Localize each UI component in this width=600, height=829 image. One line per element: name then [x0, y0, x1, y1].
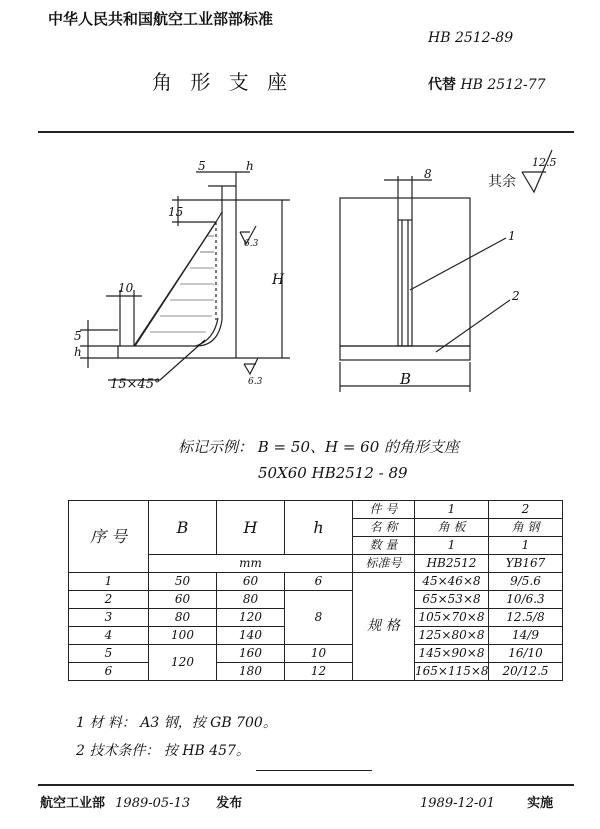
technical-drawing	[0, 140, 600, 400]
roughness-6-3-b: 6.3	[248, 377, 263, 387]
dim-15: 15	[168, 205, 184, 219]
dim-5-left: 5	[74, 329, 82, 343]
table-row	[69, 663, 563, 681]
page-title: 角 形 支 座	[152, 70, 294, 94]
row-h: 12	[285, 663, 353, 681]
row-seq: 5	[69, 645, 149, 663]
row-spec2: 9/5.6	[489, 573, 563, 591]
notes-end-rule	[256, 770, 372, 771]
standard-code: HB 2512-89	[428, 30, 514, 46]
roughness-6-3-a: 6.3	[244, 239, 259, 249]
std-2: YB167	[489, 555, 563, 573]
row-seq: 6	[69, 663, 149, 681]
rest-label: 其余	[488, 174, 516, 190]
row-H: 120	[217, 609, 285, 627]
row-B: 100	[149, 627, 217, 645]
hdr-name: 名 称	[353, 519, 415, 537]
row-H: 160	[217, 645, 285, 663]
org-standard: 中华人民共和国航空工业部部标准	[48, 10, 274, 28]
unit-mm: mm	[149, 555, 353, 573]
issue-date: 1989-05-13	[115, 796, 191, 811]
hdr-qty: 数 量	[353, 537, 415, 555]
issuer: 航空工业部	[40, 796, 106, 811]
row-spec2: 16/10	[489, 645, 563, 663]
row-B: 80	[149, 609, 217, 627]
row-spec2: 14/9	[489, 627, 563, 645]
row-h: 6	[285, 573, 353, 591]
dim-B: B	[400, 370, 412, 388]
row-H: 140	[217, 627, 285, 645]
name-2: 角 钢	[489, 519, 563, 537]
leader-2-label: 2	[512, 289, 520, 303]
row-spec1: 45×46×8	[415, 573, 489, 591]
footer-effective	[420, 792, 553, 811]
row-H: 80	[217, 591, 285, 609]
row-seq: 1	[69, 573, 149, 591]
row-B: 50	[149, 573, 217, 591]
std-1: HB2512	[415, 555, 489, 573]
row-H: 60	[217, 573, 285, 591]
row-spec1: 65×53×8	[415, 591, 489, 609]
leader-1-label: 1	[508, 229, 516, 243]
row-spec1: 165×115×8	[415, 663, 489, 681]
marking-example: 标记示例： B = 50、H = 60 的角形支座	[178, 438, 460, 456]
dim-H: H	[272, 272, 285, 288]
dim-5: 5	[198, 159, 206, 173]
replaces-code: HB 2512-77	[460, 77, 546, 93]
hdr-part-no: 件 号	[353, 501, 415, 519]
row-h: 8	[285, 591, 353, 645]
row-H: 180	[217, 663, 285, 681]
col-h-header: h	[285, 501, 353, 555]
row-seq: 3	[69, 609, 149, 627]
row-B: 60	[149, 591, 217, 609]
marking-code: 50X60 HB2512 - 89	[258, 464, 408, 482]
header-rule	[38, 131, 574, 133]
row-spec1: 145×90×8	[415, 645, 489, 663]
part-no-2: 2	[489, 501, 563, 519]
col-B-header: B	[149, 501, 217, 555]
row-spec1: 105×70×8	[415, 609, 489, 627]
issue-label: 发布	[216, 796, 243, 811]
row-spec2: 20/12.5	[489, 663, 563, 681]
table-row	[69, 645, 563, 663]
dim-8: 8	[424, 167, 432, 181]
row-spec2: 10/6.3	[489, 591, 563, 609]
footer-issue	[40, 792, 242, 811]
effective-label: 实施	[527, 796, 554, 811]
note-material: 1 材 料： A3 钢，按 GB 700。	[76, 715, 277, 731]
qty-2: 1	[489, 537, 563, 555]
table-row	[69, 591, 563, 609]
note-tech: 2 技术条件： 按 HB 457。	[76, 743, 250, 759]
chamfer-label: 15×45°	[110, 377, 161, 392]
col-seq-header: 序 号	[69, 501, 149, 573]
hdr-std: 标准号	[353, 555, 415, 573]
part-no-1: 1	[415, 501, 489, 519]
row-spec2: 12.5/8	[489, 609, 563, 627]
table-row	[69, 573, 563, 591]
replaces-prefix: 代替	[428, 77, 456, 93]
dim-h-top: h	[246, 159, 254, 173]
col-H-header: H	[217, 501, 285, 555]
effective-date: 1989-12-01	[420, 796, 495, 811]
front-view-rib	[398, 220, 412, 346]
bracket-outline	[118, 200, 236, 358]
front-view-base	[340, 346, 470, 360]
dim-h-left: h	[74, 345, 82, 359]
footer-rule	[38, 784, 574, 786]
row-seq: 4	[69, 627, 149, 645]
row-h: 10	[285, 645, 353, 663]
qty-1: 1	[415, 537, 489, 555]
row-seq: 2	[69, 591, 149, 609]
name-1: 角 板	[415, 519, 489, 537]
replaces-line	[428, 74, 546, 94]
spec-label: 规 格	[353, 573, 415, 681]
row-spec1: 125×80×8	[415, 627, 489, 645]
row-B: 120	[149, 645, 217, 681]
spec-table	[68, 500, 563, 681]
dim-10: 10	[118, 281, 134, 295]
rest-roughness: 12.5	[532, 156, 557, 169]
